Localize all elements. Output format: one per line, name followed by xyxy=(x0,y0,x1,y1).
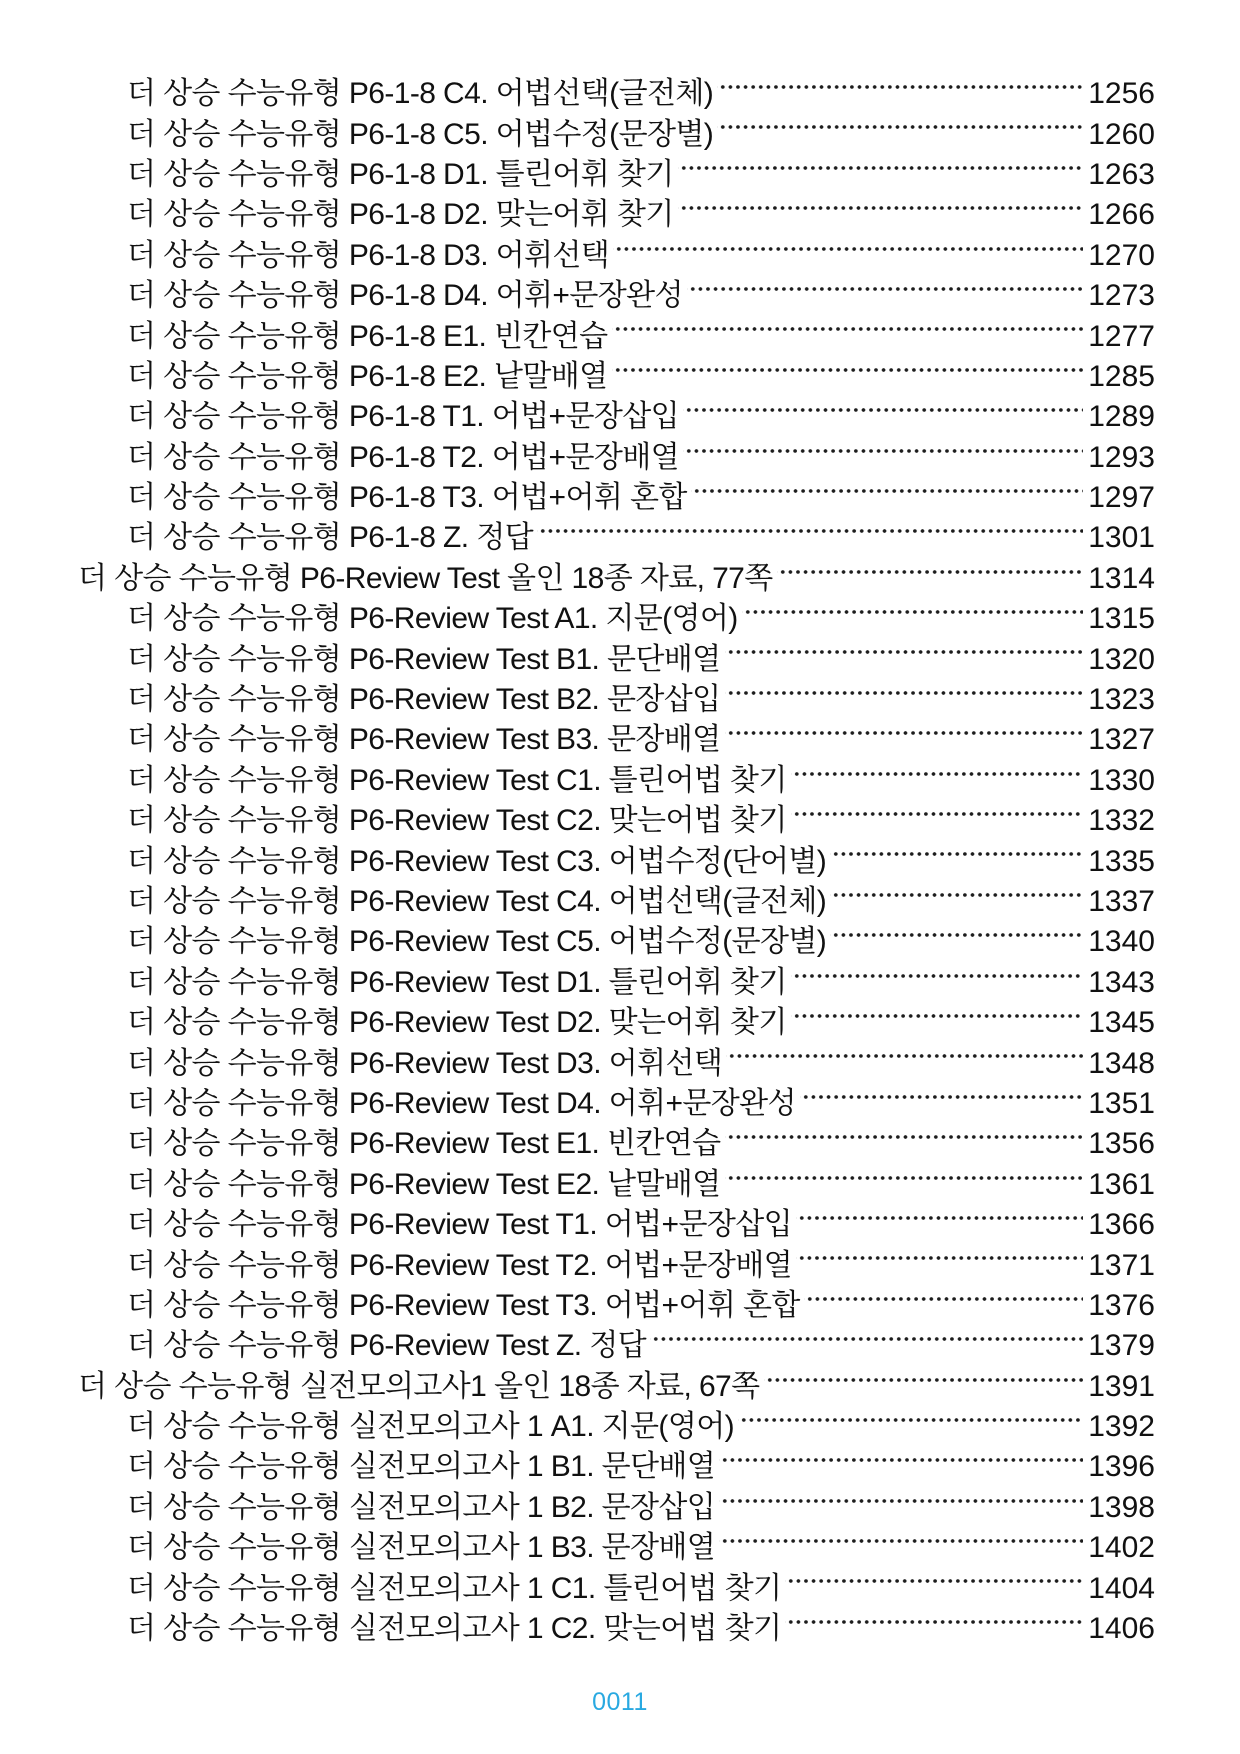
toc-entry-page: 1366 xyxy=(1088,1208,1155,1242)
toc-entry[interactable] xyxy=(0,1326,1240,1366)
toc-entry-page: 1335 xyxy=(1088,844,1155,878)
dotted-leader-icon xyxy=(719,1488,1083,1528)
toc-entry-page: 1337 xyxy=(1088,885,1155,918)
toc-entry[interactable] xyxy=(0,1003,1240,1043)
toc-entry-title: 더 상승 수능유형 P6-1-8 D1. 틀린어휘 찾기 xyxy=(127,157,674,191)
dotted-leader-icon xyxy=(719,1528,1083,1568)
toc-entry-page: 1266 xyxy=(1088,198,1155,232)
toc-entry[interactable] xyxy=(0,841,1240,881)
dotted-leader-icon xyxy=(650,1326,1083,1366)
toc-entry-title: 더 상승 수능유형 P6-Review Test E2. 낱말배열 xyxy=(127,1167,721,1201)
toc-entry-title: 더 상승 수능유형 P6-Review Test T3. 어법+어휘 혼합 xyxy=(127,1288,800,1322)
dotted-leader-icon xyxy=(764,1367,1084,1407)
dotted-leader-icon xyxy=(796,1205,1083,1245)
toc-entry-page: 1289 xyxy=(1088,400,1155,434)
toc-entry-title: 더 상승 수능유형 P6-Review Test D1. 틀린어휘 찾기 xyxy=(127,965,787,999)
toc-entry-page: 1379 xyxy=(1088,1329,1155,1363)
toc-entry-title: 더 상승 수능유형 P6-Review Test Z. 정답 xyxy=(127,1329,647,1363)
toc-entry-page: 1314 xyxy=(1088,561,1155,595)
toc-entry-title: 더 상승 수능유형 P6-Review Test D3. 어휘선택 xyxy=(127,1046,723,1080)
dotted-leader-icon xyxy=(687,276,1083,316)
toc-entry-page: 1351 xyxy=(1088,1086,1155,1120)
toc-entry[interactable] xyxy=(0,74,1240,114)
dotted-leader-icon xyxy=(726,1043,1083,1083)
toc-entry-page: 1361 xyxy=(1088,1167,1155,1201)
dotted-leader-icon xyxy=(691,478,1084,518)
toc-entry-page: 1256 xyxy=(1088,77,1155,111)
toc-entry[interactable] xyxy=(0,1165,1240,1205)
dotted-leader-icon xyxy=(791,801,1084,841)
dotted-leader-icon xyxy=(777,559,1084,599)
toc-entry-page: 1327 xyxy=(1088,723,1155,757)
toc-entry[interactable] xyxy=(0,801,1240,841)
toc-entry-page: 1391 xyxy=(1088,1369,1155,1403)
dotted-leader-icon xyxy=(725,1124,1084,1164)
toc-entry-page: 1340 xyxy=(1088,925,1155,959)
toc-entry-page: 1343 xyxy=(1088,965,1155,999)
dotted-leader-icon xyxy=(804,1286,1084,1326)
toc-entry[interactable] xyxy=(0,1205,1240,1245)
dotted-leader-icon xyxy=(725,680,1084,720)
toc-entry[interactable] xyxy=(0,518,1240,558)
dotted-leader-icon xyxy=(785,1609,1083,1649)
toc-entry-title: 더 상승 수능유형 실전모의고사 1 A1. 지문(영어) xyxy=(127,1410,734,1444)
toc-entry-title: 더 상승 수능유형 P6-1-8 T2. 어법+문장배열 xyxy=(127,440,679,474)
toc-entry[interactable] xyxy=(0,559,1240,599)
toc-entry-page: 1293 xyxy=(1088,440,1155,474)
toc-entry-page: 1285 xyxy=(1088,359,1155,393)
toc-entry-page: 1297 xyxy=(1088,481,1155,515)
dotted-leader-icon xyxy=(719,1447,1083,1487)
dotted-leader-icon xyxy=(537,518,1083,558)
toc-entry[interactable] xyxy=(0,114,1240,154)
toc-entry-title: 더 상승 수능유형 P6-Review Test C2. 맞는어법 찾기 xyxy=(127,804,787,838)
toc-entry-title: 더 상승 수능유형 P6-1-8 E2. 낱말배열 xyxy=(127,359,608,393)
toc-entry-page: 1404 xyxy=(1088,1571,1155,1605)
toc-entry[interactable] xyxy=(0,236,1240,276)
toc-entry-page: 1406 xyxy=(1088,1612,1155,1646)
toc-entry[interactable] xyxy=(0,1084,1240,1124)
toc-entry-title: 더 상승 수능유형 실전모의고사 1 B2. 문장삽입 xyxy=(127,1490,716,1524)
dotted-leader-icon xyxy=(830,882,1083,922)
dotted-leader-icon xyxy=(717,74,1083,114)
toc-entry-page: 1301 xyxy=(1088,521,1155,555)
toc-entry[interactable] xyxy=(0,316,1240,356)
dotted-leader-icon xyxy=(613,236,1083,276)
toc-entry-title: 더 상승 수능유형 P6-Review Test C5. 어법수정(문장별) xyxy=(127,925,827,959)
toc-entry-page: 1402 xyxy=(1088,1531,1155,1565)
toc-entry-page: 1330 xyxy=(1088,763,1155,797)
dotted-leader-icon xyxy=(742,599,1084,639)
toc-entry[interactable] xyxy=(0,276,1240,316)
dotted-leader-icon xyxy=(830,922,1083,962)
toc-entry[interactable] xyxy=(0,1245,1240,1285)
toc-entry-page: 1320 xyxy=(1088,642,1155,676)
toc-entry-page: 1356 xyxy=(1088,1127,1155,1161)
dotted-leader-icon xyxy=(800,1084,1083,1124)
toc-entry[interactable] xyxy=(0,882,1240,922)
toc-entry-title: 더 상승 수능유형 실전모의고사 1 C2. 맞는어법 찾기 xyxy=(127,1612,782,1646)
toc-entry-title: 더 상승 수능유형 P6-Review Test E1. 빈칸연습 xyxy=(127,1127,721,1161)
toc-entry-page: 1315 xyxy=(1088,602,1155,636)
toc-entry[interactable] xyxy=(0,1407,1240,1447)
toc-entry-title: 더 상승 수능유형 P6-1-8 T3. 어법+어휘 혼합 xyxy=(127,481,687,515)
toc-entry-title: 더 상승 수능유형 P6-Review Test 올인 18종 자료, 77쪽 xyxy=(78,561,773,595)
dotted-leader-icon xyxy=(791,963,1084,1003)
toc-entry[interactable] xyxy=(0,1488,1240,1528)
toc-entry-title: 더 상승 수능유형 P6-Review Test B3. 문장배열 xyxy=(127,723,721,757)
toc-entry-title: 더 상승 수능유형 P6-Review Test T1. 어법+문장삽입 xyxy=(127,1208,792,1242)
toc-entry[interactable] xyxy=(0,357,1240,397)
dotted-leader-icon xyxy=(725,639,1084,679)
dotted-leader-icon xyxy=(791,761,1084,801)
toc-entry[interactable] xyxy=(0,1124,1240,1164)
toc-entry[interactable] xyxy=(0,397,1240,437)
toc-entry-page: 1277 xyxy=(1088,319,1155,353)
toc-entry[interactable] xyxy=(0,639,1240,679)
dotted-leader-icon xyxy=(830,841,1083,881)
dotted-leader-icon xyxy=(678,155,1084,195)
toc-entry[interactable] xyxy=(0,1609,1240,1649)
toc-entry[interactable] xyxy=(0,155,1240,195)
toc-entry-title: 더 상승 수능유형 P6-1-8 C5. 어법수정(문장별) xyxy=(127,117,714,151)
toc-entry-title: 더 상승 수능유형 P6-1-8 E1. 빈칸연습 xyxy=(127,319,608,353)
toc-entry-title: 더 상승 수능유형 P6-Review Test C3. 어법수정(단어별) xyxy=(127,844,827,878)
toc-entry-page: 1376 xyxy=(1088,1288,1155,1322)
toc-entry-page: 1323 xyxy=(1088,683,1155,717)
toc-entry[interactable] xyxy=(0,720,1240,760)
dotted-leader-icon xyxy=(717,114,1083,154)
toc-entry[interactable] xyxy=(0,1568,1240,1608)
toc-entry-page: 1398 xyxy=(1088,1490,1155,1524)
toc-entry-page: 1371 xyxy=(1088,1248,1155,1282)
toc-entry-title: 더 상승 수능유형 P6-1-8 Z. 정답 xyxy=(127,521,533,555)
toc-entry-title: 더 상승 수능유형 P6-1-8 D4. 어휘+문장완성 xyxy=(127,279,683,313)
toc-entry-page: 1270 xyxy=(1088,238,1155,272)
toc-entry-page: 1263 xyxy=(1088,157,1155,191)
toc-entry[interactable] xyxy=(0,680,1240,720)
toc-entry-page: 1332 xyxy=(1088,804,1155,838)
toc-entry-title: 더 상승 수능유형 P6-Review Test B2. 문장삽입 xyxy=(127,683,721,717)
dotted-leader-icon xyxy=(725,720,1084,760)
dotted-leader-icon xyxy=(796,1245,1083,1285)
toc-entry-page: 1345 xyxy=(1088,1006,1155,1040)
toc-entry[interactable] xyxy=(0,761,1240,801)
dotted-leader-icon xyxy=(785,1568,1083,1608)
toc-entry[interactable] xyxy=(0,478,1240,518)
toc-entry-title: 더 상승 수능유형 P6-1-8 C4. 어법선택(글전체) xyxy=(127,77,714,111)
toc-entry[interactable] xyxy=(0,195,1240,235)
page-number-footer: 0011 xyxy=(592,1688,648,1716)
toc-entry-page: 1396 xyxy=(1088,1450,1155,1484)
dotted-leader-icon xyxy=(683,397,1083,437)
toc-entry-page: 1348 xyxy=(1088,1046,1155,1080)
dotted-leader-icon xyxy=(678,195,1084,235)
toc-entry-title: 더 상승 수능유형 P6-Review Test C1. 틀린어법 찾기 xyxy=(127,763,787,797)
toc-entry[interactable] xyxy=(0,1447,1240,1487)
toc-entry-title: 더 상승 수능유형 P6-Review Test D4. 어휘+문장완성 xyxy=(127,1086,796,1120)
dotted-leader-icon xyxy=(612,316,1084,356)
toc-entry-title: 더 상승 수능유형 P6-Review Test T2. 어법+문장배열 xyxy=(127,1248,792,1282)
toc-entry[interactable] xyxy=(0,922,1240,962)
toc-entry-page: 1273 xyxy=(1088,279,1155,313)
dotted-leader-icon xyxy=(683,438,1083,478)
toc-entry-page: 1260 xyxy=(1088,117,1155,151)
toc-entry-title: 더 상승 수능유형 P6-1-8 T1. 어법+문장삽입 xyxy=(127,400,679,434)
toc-entry-page: 1392 xyxy=(1088,1410,1155,1444)
toc-entry[interactable] xyxy=(0,1286,1240,1326)
toc-entry[interactable] xyxy=(0,1367,1240,1407)
dotted-leader-icon xyxy=(738,1407,1083,1447)
toc-entry[interactable] xyxy=(0,438,1240,478)
toc-entry-title: 더 상승 수능유형 P6-Review Test A1. 지문(영어) xyxy=(127,602,738,636)
dotted-leader-icon xyxy=(612,357,1084,397)
dotted-leader-icon xyxy=(725,1165,1084,1205)
toc-entry-title: 더 상승 수능유형 P6-Review Test B1. 문단배열 xyxy=(127,642,721,676)
toc-entry-title: 더 상승 수능유형 실전모의고사 1 B3. 문장배열 xyxy=(127,1531,716,1565)
toc-entry[interactable] xyxy=(0,1528,1240,1568)
dotted-leader-icon xyxy=(791,1003,1084,1043)
toc-entry[interactable] xyxy=(0,963,1240,1003)
toc-entry-title: 더 상승 수능유형 P6-Review Test D2. 맞는어휘 찾기 xyxy=(127,1006,787,1040)
toc-entry-title: 더 상승 수능유형 P6-1-8 D2. 맞는어휘 찾기 xyxy=(127,198,674,232)
toc-list xyxy=(0,74,1240,1649)
toc-entry-title: 더 상승 수능유형 P6-1-8 D3. 어휘선택 xyxy=(127,238,610,272)
toc-entry-title: 더 상승 수능유형 P6-Review Test C4. 어법선택(글전체) xyxy=(127,885,827,918)
toc-entry-title: 더 상승 수능유형 실전모의고사1 올인 18종 자료, 67쪽 xyxy=(78,1369,760,1403)
toc-entry-title: 더 상승 수능유형 실전모의고사 1 B1. 문단배열 xyxy=(127,1450,716,1484)
toc-entry[interactable] xyxy=(0,599,1240,639)
toc-entry-title: 더 상승 수능유형 실전모의고사 1 C1. 틀린어법 찾기 xyxy=(127,1571,782,1605)
toc-entry[interactable] xyxy=(0,1043,1240,1083)
